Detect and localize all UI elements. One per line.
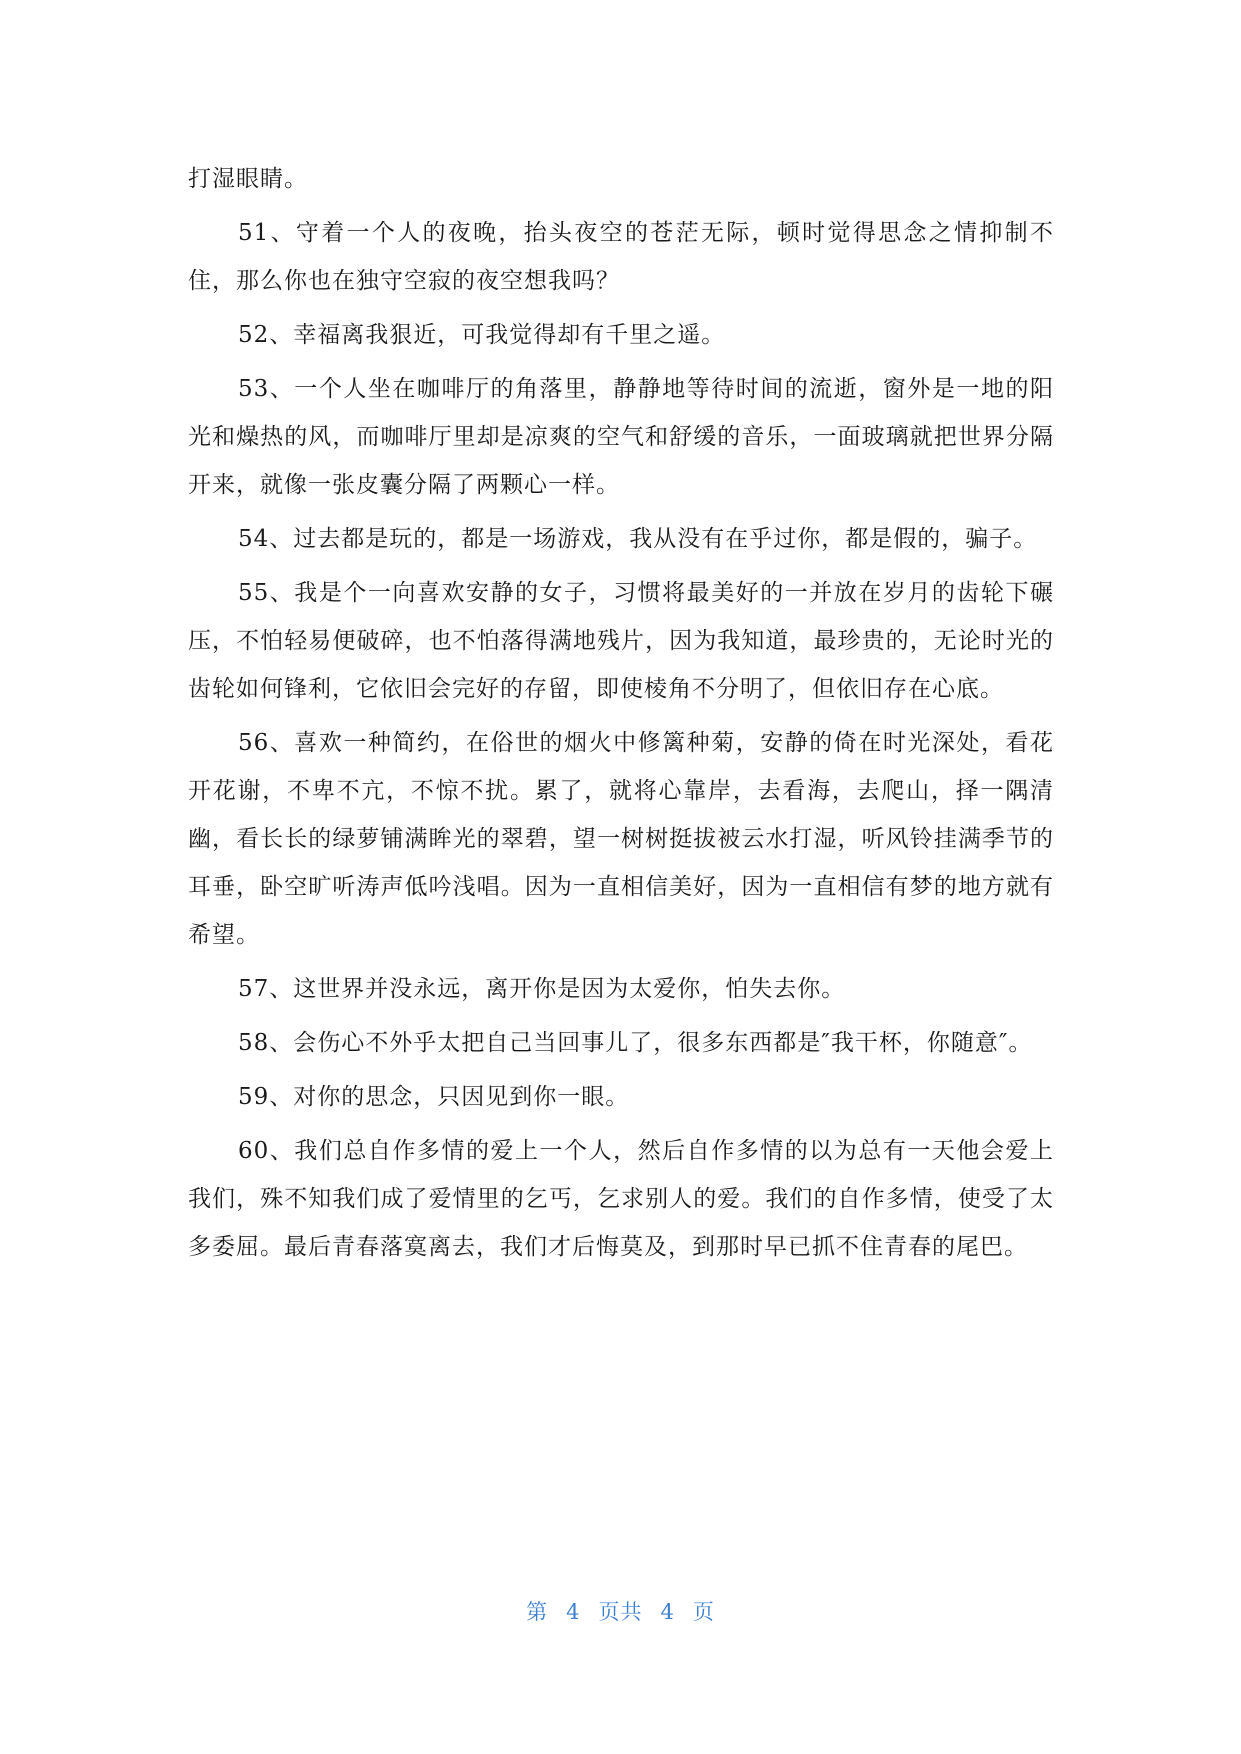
paragraph: 54、过去都是玩的，都是一场游戏，我从没有在乎过你，都是假的，骗子。 [238,526,1038,552]
paragraph: 57、这世界并没永远，离开你是因为太爱你，怕失去你。 [238,976,846,1002]
paragraph: 打湿眼睛。 [188,166,308,192]
total-pages-number: 4 [660,1600,675,1624]
paragraph: 56、喜欢一种简约，在俗世的烟火中修篱种菊，安静的倚在时光深处，看花开花谢，不卑不亢，不惊不扰。累了，就将心靠岸，去看海，去爬山，择一隅清幽，看长长的绿萝铺满眸光的翠碧，望一树树挺拔被云水打湿，听风铃挂满季节的耳垂，卧空旷听涛声低吟浅唱。因为一直相信美好，因为一直相信有梦的地方就有希望。 [188,730,1054,948]
paragraph: 51、守着一个人的夜晚，抬头夜空的苍茫无际，顿时觉得思念之情抑制不住，那么你也在独守空寂的夜空想我吗？ [188,220,1054,294]
current-page-number: 4 [566,1600,581,1624]
paragraph: 53、一个人坐在咖啡厅的角落里，静静地等待时间的流逝，窗外是一地的阳光和燥热的风，而咖啡厅里却是凉爽的空气和舒缓的音乐，一面玻璃就把世界分隔开来，就像一张皮囊分隔了两颗心一样。 [188,376,1054,498]
paragraph: 60、我们总自作多情的爱上一个人，然后自作多情的以为总有一天他会爱上我们，殊不知我们成了爱情里的乞丐，乞求别人的爱。我们的自作多情，使受了太多委屈。最后青春落寞离去，我们才后悔莫及，到那时早已抓不住青春的尾巴。 [188,1138,1054,1260]
paragraph: 55、我是个一向喜欢安静的女子，习惯将最美好的一并放在岁月的齿轮下碾压，不怕轻易便破碎，也不怕落得满地残片，因为我知道，最珍贵的，无论时光的齿轮如何锋利，它依旧会完好的存留，即使棱角不分明了，但依旧存在心底。 [188,580,1054,702]
document-body [188,155,1054,1277]
paragraph: 59、对你的思念，只因见到你一眼。 [238,1084,630,1110]
page-middle: 页共 [598,1600,643,1624]
paragraph: 58、会伤心不外乎太把自己当回事儿了，很多东西都是″我干杯，你随意″。 [238,1030,1033,1056]
page-prefix: 第 [526,1600,549,1624]
page-suffix: 页 [692,1600,715,1624]
paragraph: 52、幸福离我狠近，可我觉得却有千里之遥。 [238,322,726,348]
page-footer [0,1596,1241,1626]
